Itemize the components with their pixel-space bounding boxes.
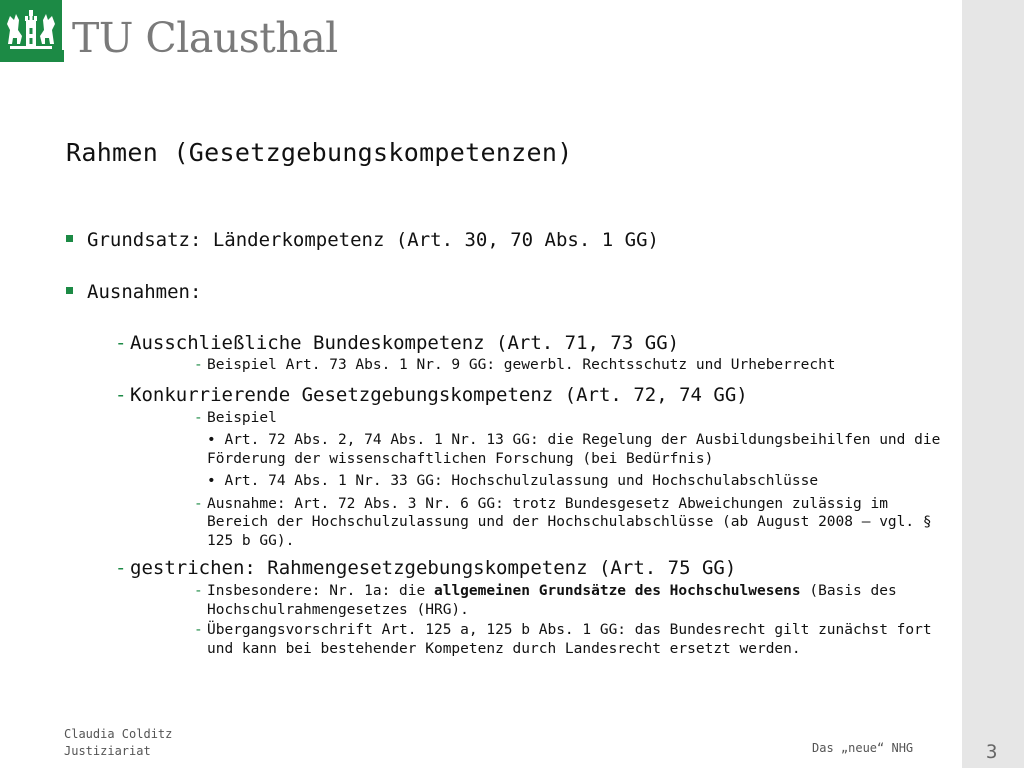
slide-title: Rahmen (Gesetzgebungskompetenzen)	[66, 138, 573, 167]
slide-content	[66, 227, 946, 658]
footer-author: Claudia Colditz	[64, 727, 173, 741]
section-heading-gestrichen: - gestrichen: Rahmengesetzgebungskompetenz (Art. 75 GG)	[115, 557, 737, 579]
dash-icon: -	[194, 622, 203, 638]
dash-icon: -	[115, 332, 127, 354]
section-heading-konkurrierende: - Konkurrierende Gesetzgebungskompetenz (Art. 72, 74 GG)	[115, 383, 748, 406]
sub-point-art72: • Art. 72 Abs. 2, 74 Abs. 1 Nr. 13 GG: die Regelung der Ausbildungsbeihilfen und die Förderung der wissenschaftlichen Forschung (bei Bedürfnis)	[207, 432, 941, 467]
bullet-square-icon	[66, 287, 73, 294]
dash-icon: -	[194, 409, 203, 426]
footer-author-block	[64, 726, 172, 760]
footer-subject: Das „neue“ NHG	[812, 741, 914, 755]
sub-point-art74: • Art. 74 Abs. 1 Nr. 33 GG: Hochschulzulassung und Hochschulabschlüsse	[207, 473, 819, 489]
bullet-text: Ausnahmen:	[87, 281, 202, 303]
dash-icon: -	[194, 357, 203, 373]
item-ausnahme: - Ausnahme: Art. 72 Abs. 3 Nr. 6 GG: trotz Bundesgesetz Abweichungen zulässig im Bereich der Hochschulzulassung und der Hochschulabschlüsse (ab August 2008 – vgl. § 125 b GG).	[194, 495, 932, 549]
page-number: 3	[986, 741, 998, 763]
item-insbesondere: - Insbesondere: Nr. 1a: die allgemeinen Grundsätze des Hochschulwesens (Basis des Hochschulrahmengesetzes (HRG).	[194, 583, 897, 618]
dash-icon: -	[194, 495, 203, 512]
logo-square	[52, 50, 64, 62]
dash-icon: -	[115, 383, 127, 406]
bullet-square-icon	[66, 235, 73, 242]
bullet-ausnahmen	[66, 279, 946, 305]
dash-icon: -	[194, 583, 203, 599]
bold-phrase: allgemeinen Grundsätze des Hochschulwesens	[433, 583, 801, 599]
bullet-text: Grundsatz: Länderkompetenz (Art. 30, 70 Abs. 1 GG)	[87, 229, 659, 251]
logo-text: TU Clausthal	[72, 14, 338, 62]
item-beispiel-art73: - Beispiel Art. 73 Abs. 1 Nr. 9 GG: gewerbl. Rechtsschutz und Urheberrecht	[194, 357, 836, 373]
right-sidebar	[962, 0, 1024, 768]
item-uebergangsvorschrift: - Übergangsvorschrift Art. 125 a, 125 b Abs. 1 GG: das Bundesrecht gilt zunächst fort und kann bei bestehender Kompetenz durch Landesrecht ersetzt werden.	[194, 622, 932, 657]
bullet-grundsatz	[66, 227, 946, 253]
section-heading-ausschliessliche: - Ausschließliche Bundeskompetenz (Art. 71, 73 GG)	[115, 332, 680, 354]
item-beispiel: - Beispiel	[194, 409, 277, 426]
footer-department: Justiziariat	[64, 744, 151, 758]
dash-icon: -	[115, 557, 127, 579]
